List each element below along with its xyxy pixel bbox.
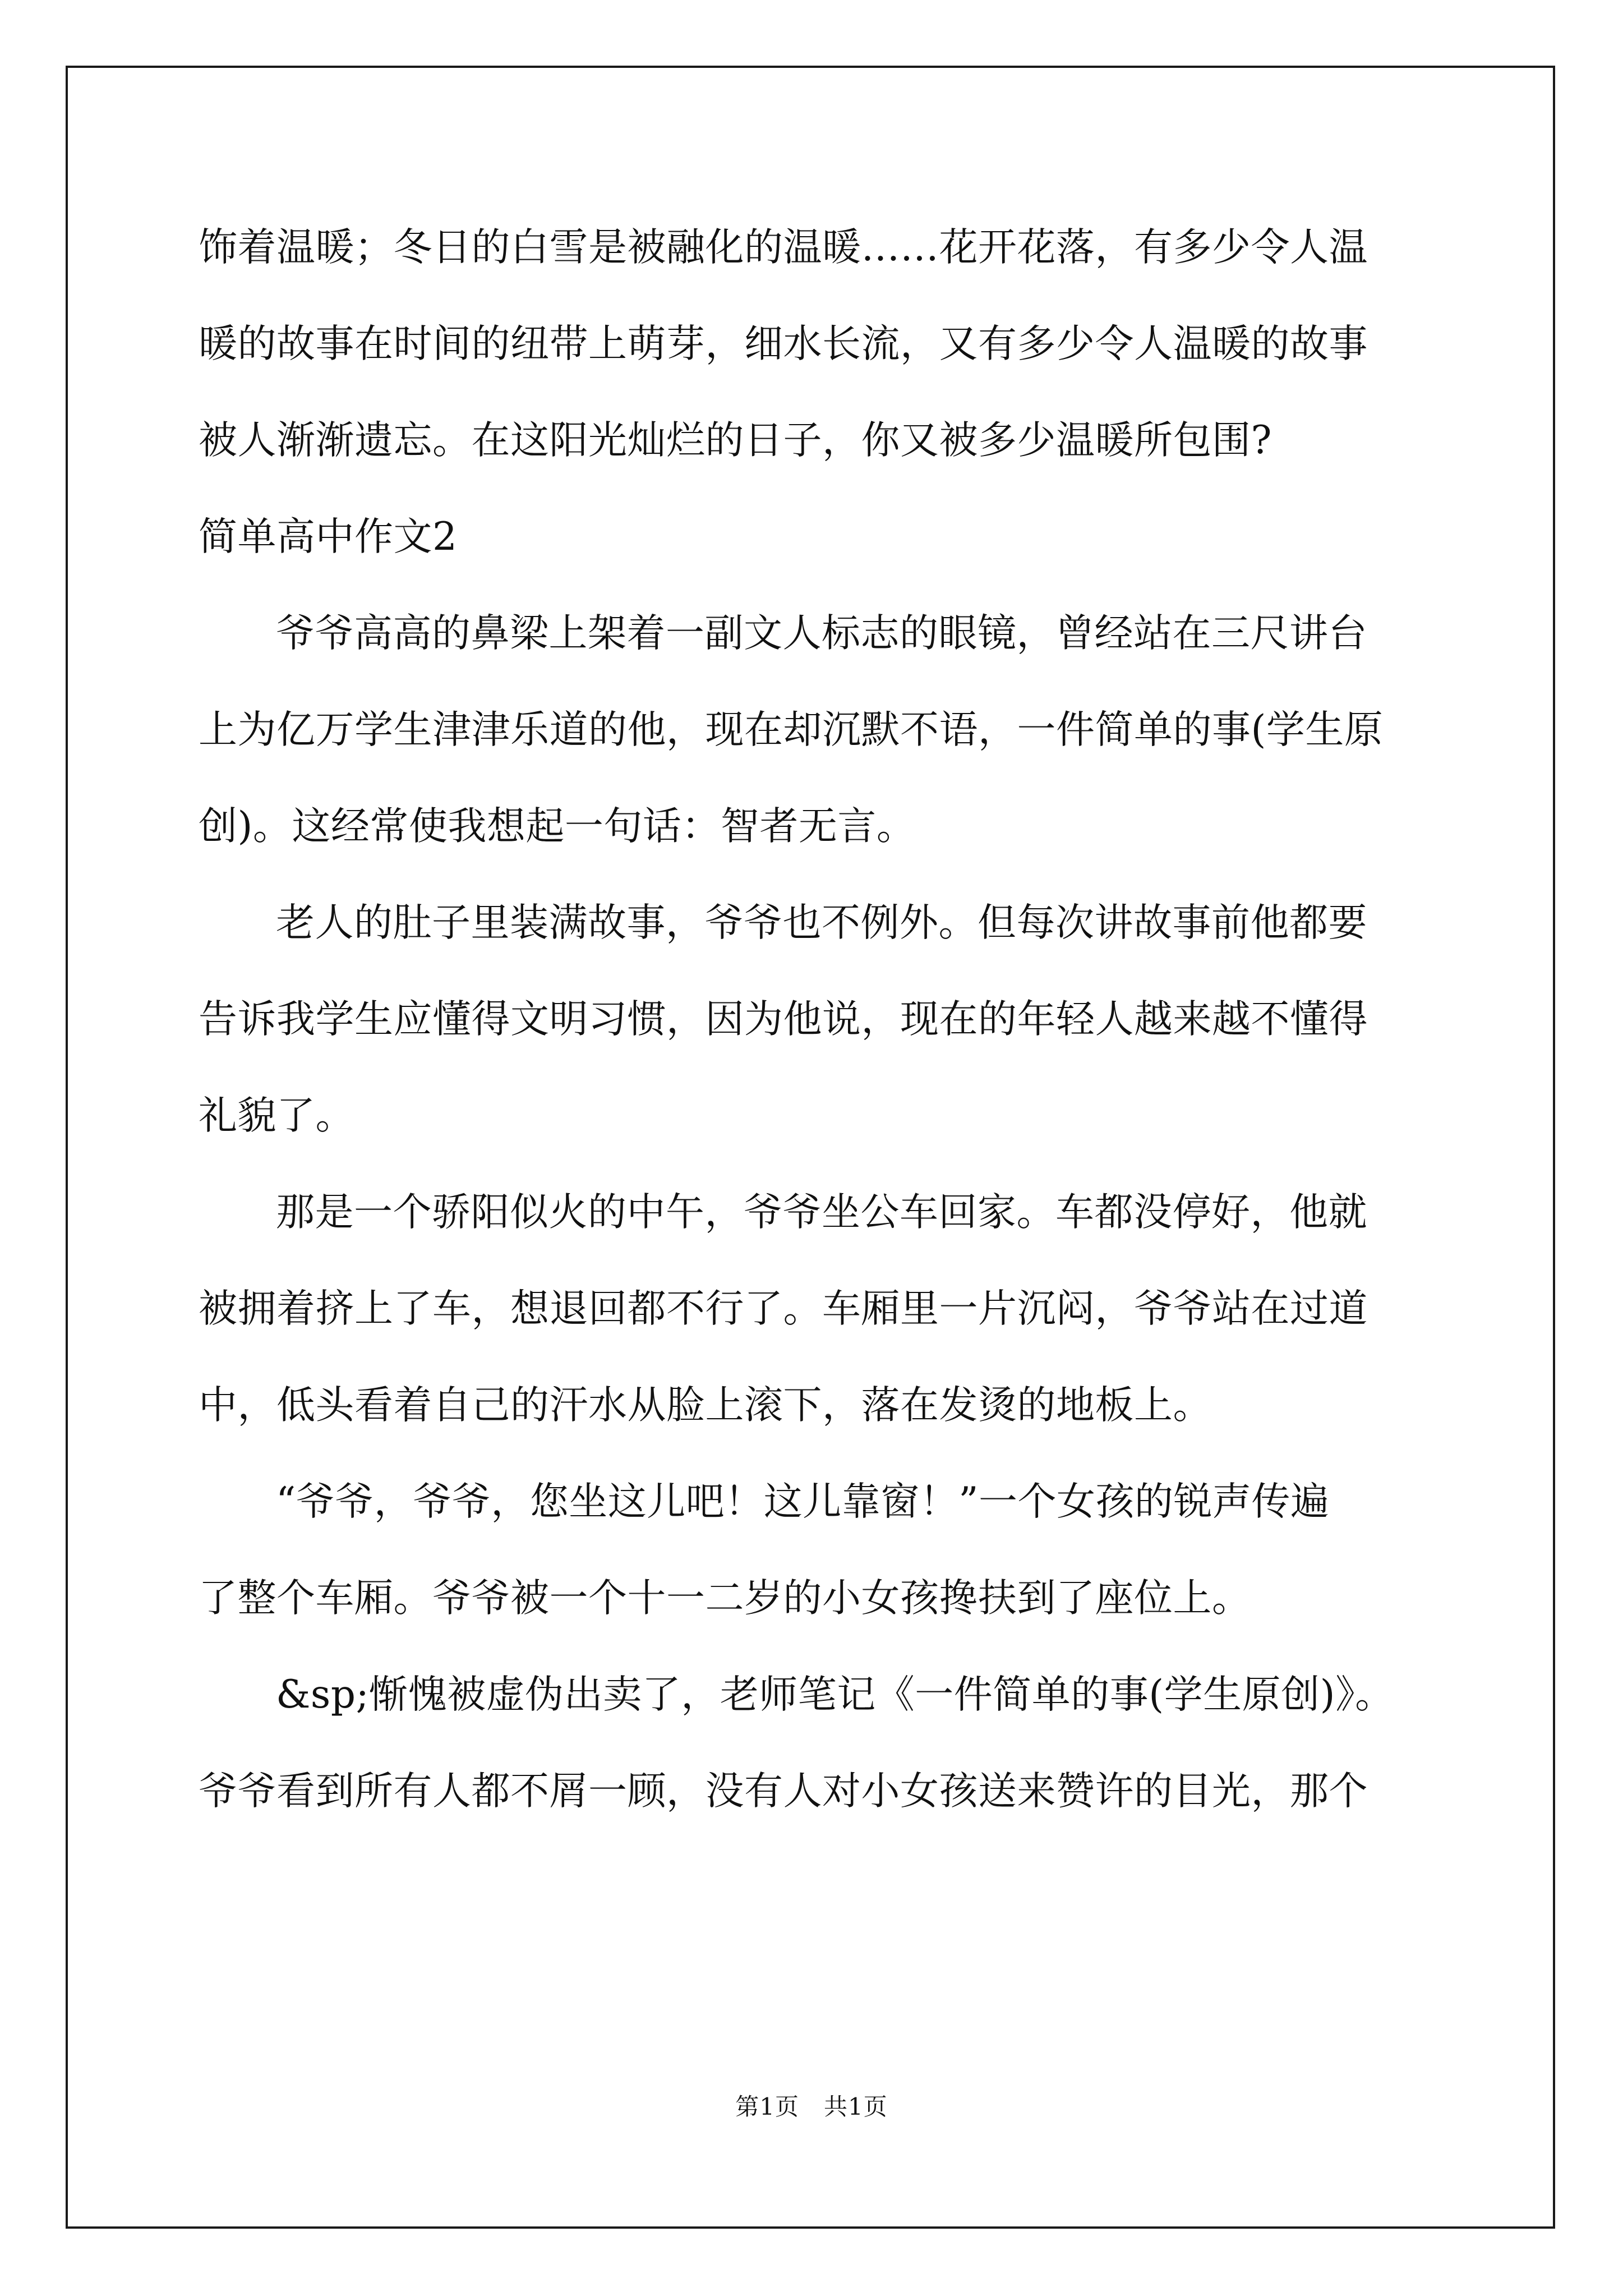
section-heading: 简单高中作文2 [199,514,458,559]
page-total: 共1页 [824,2093,888,2120]
text-line-1: 饰着温暖；冬日的白雪是被融化的温暖……花开花落，有多少令人温 [199,225,1368,270]
text-line-7: 创)。这经常使我想起一句话：智者无言。 [199,804,916,849]
text-line-9: 告诉我学生应懂得文明习惯，因为他说，现在的年轻人越来越不懂得 [199,997,1368,1042]
text-line-6: 上为亿万学生津津乐道的他，现在却沉默不语，一件简单的事(学生原 [199,707,1384,752]
text-line-10: 礼貌了。 [199,1093,354,1138]
text-line-11: 那是一个骄阳似火的中午，爷爷坐公车回家。车都没停好，他就 [276,1190,1367,1235]
page-number: 第1页 [735,2093,799,2120]
text-line-2: 暖的故事在时间的纽带上萌芽，细水长流，又有多少令人温暖的故事 [199,321,1368,366]
text-line-17: 爷爷看到所有人都不屑一顾，没有人对小女孩送来赞许的目光，那个 [199,1769,1368,1814]
text-line-14: “爷爷，爷爷，您坐这儿吧！这儿靠窗！”一个女孩的锐声传遍 [276,1479,1330,1524]
text-line-15: 了整个车厢。爷爷被一个十一二岁的小女孩搀扶到了座位上。 [199,1576,1251,1621]
text-line-5: 爷爷高高的鼻梁上架着一副文人标志的眼镜，曾经站在三尺讲台 [276,611,1367,656]
text-line-12: 被拥着挤上了车，想退回都不行了。车厢里一片沉闷，爷爷站在过道 [199,1286,1368,1331]
text-line-8: 老人的肚子里装满故事，爷爷也不例外。但每次讲故事前他都要 [276,900,1367,945]
page-footer [0,2091,1623,2123]
text-line-13: 中，低头看着自己的汗水从脸上滚下，落在发烫的地板上。 [199,1383,1212,1428]
document-body [199,222,1421,1862]
text-line-16: &sp;惭愧被虚伪出卖了，老师笔记《一件简单的事(学生原创)》。 [276,1672,1394,1717]
text-line-3: 被人渐渐遗忘。在这阳光灿烂的日子，你又被多少温暖所包围? [199,418,1272,463]
